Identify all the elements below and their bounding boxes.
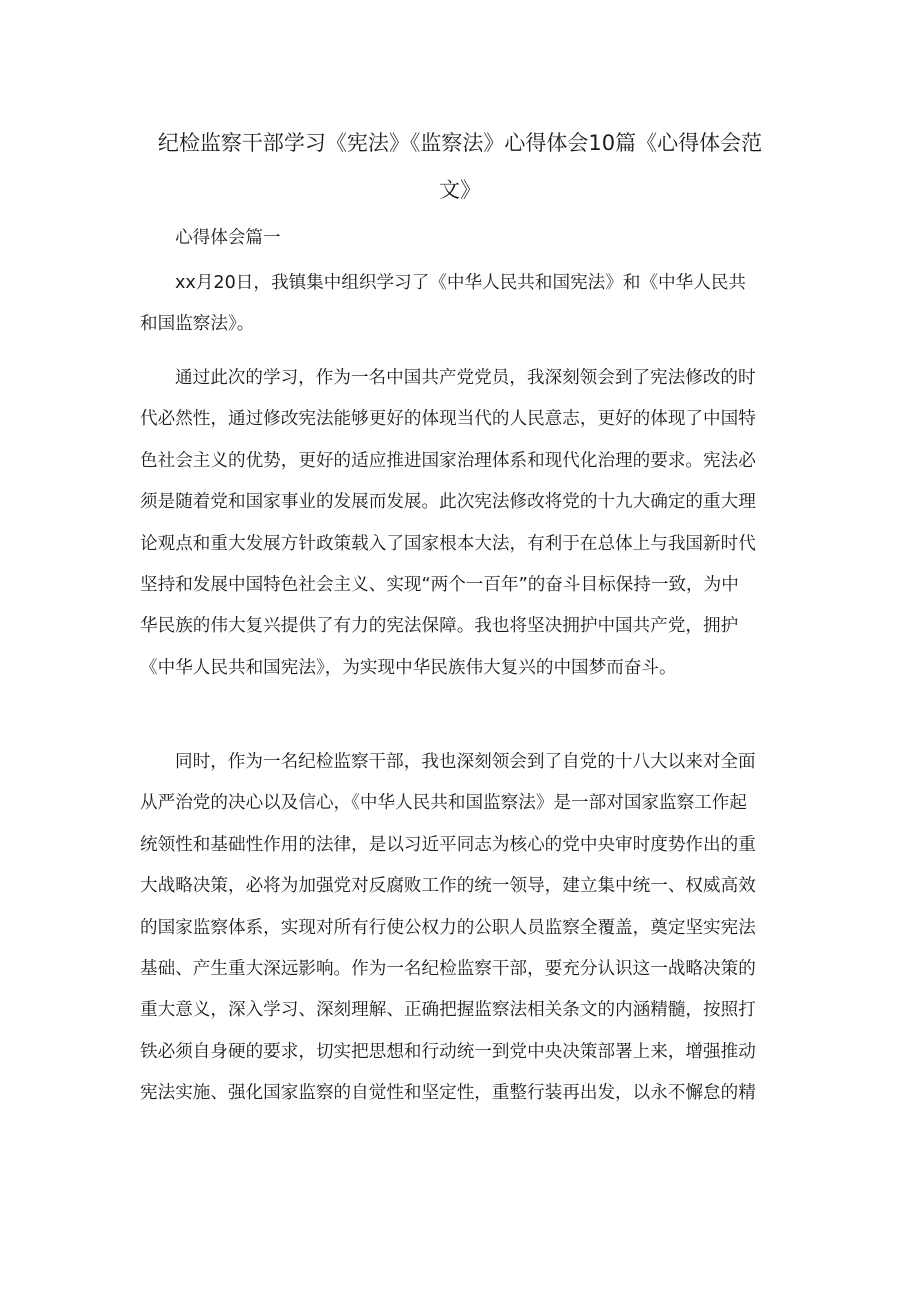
paragraph-3 [140, 742, 780, 1115]
paragraph-line: 《中华人民共和国宪法》，为实现中华民族伟大复兴的中国梦而奋斗。 [140, 657, 677, 678]
paragraph-line: 铁必须自身硬的要求，切实把思想和行动统一到党中央决策部署上来，增强推动 [140, 1041, 756, 1062]
paragraph-line: 和国监察法》。 [140, 314, 255, 335]
paragraph-line: 坚持和发展中国特色社会主义、实现“两个一百年”的奋斗目标保持一致，为中 [140, 575, 739, 596]
paragraph-line: 从严治党的决心以及信心，《中华人民共和国监察法》是一部对国家监察工作起 [140, 793, 747, 814]
paragraph-line: 论观点和重大发展方针政策载入了国家根本大法，有利于在总体上与我国新时代 [140, 533, 756, 554]
title-line: 文》 [439, 178, 481, 202]
paragraph-line: xx月20日，我镇集中组织学习了《中华人民共和国宪法》和《中华人民共 [175, 273, 747, 293]
paragraph-line: 的国家监察体系，实现对所有行使公权力的公职人员监察全覆盖，奠定坚实宪法 [140, 917, 756, 938]
document-title [140, 120, 780, 214]
paragraph-line: 宪法实施、强化国家监察的自觉性和坚定性，重整行装再出发，以永不懈怠的精 [140, 1083, 756, 1104]
paragraph-1 [140, 263, 780, 346]
paragraph-line: 通过此次的学习，作为一名中国共产党党员，我深刻领会到了宪法修改的时 [175, 368, 756, 388]
paragraph-line: 大战略决策，必将为加强党对反腐败工作的统一领导，建立集中统一、权威高效 [140, 876, 756, 897]
title-line: 纪检监察干部学习《宪法》《监察法》心得体会10篇《心得体会范 [157, 131, 763, 155]
paragraph-line: 重大意义，深入学习、深刻理解、正确把握监察法相关条文的内涵精髓，按照打 [140, 1000, 756, 1021]
paragraph-line: 须是随着党和国家事业的发展而发展。此次宪法修改将党的十九大确定的重大理 [140, 492, 756, 513]
paragraph-line: 基础、产生重大深远影响。作为一名纪检监察干部，要充分认识这一战略决策的 [140, 959, 756, 980]
paragraph-line: 同时，作为一名纪检监察干部，我也深刻领会到了自党的十八大以来对全面 [175, 752, 756, 772]
paragraph-line: 色社会主义的优势，更好的适应推进国家治理体系和现代化治理的要求。宪法必 [140, 450, 756, 471]
paragraph-line: 华民族的伟大复兴提供了有力的宪法保障。我也将坚决拥护中国共产党，拥护 [140, 616, 739, 637]
paragraph-line: 代必然性，通过修改宪法能够更好的体现当代的人民意志，更好的体现了中国特 [140, 409, 756, 430]
paragraph-2 [140, 358, 780, 689]
paragraph-line: 统领性和基础性作用的法律，是以习近平同志为核心的党中央审时度势作出的重 [140, 834, 756, 855]
section-heading [140, 218, 780, 259]
section-heading-text: 心得体会篇一 [175, 228, 281, 248]
